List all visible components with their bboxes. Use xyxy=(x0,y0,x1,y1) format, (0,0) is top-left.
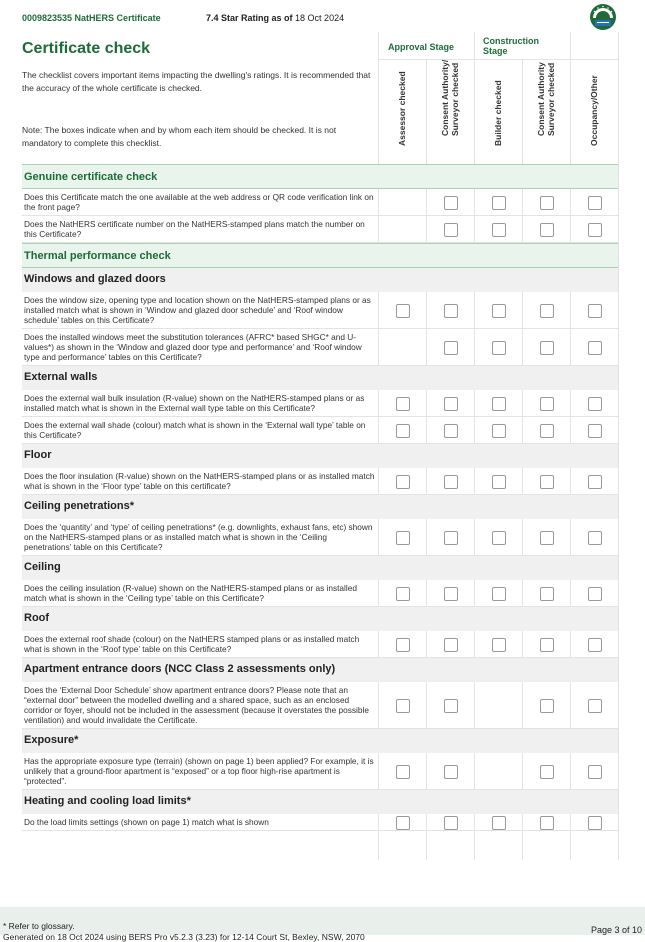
check-box[interactable] xyxy=(396,397,410,411)
check-box[interactable] xyxy=(588,196,602,210)
check-box[interactable] xyxy=(444,475,458,489)
check-box[interactable] xyxy=(540,531,554,545)
subsection-heading: Roof xyxy=(22,607,618,631)
check-box[interactable] xyxy=(396,638,410,652)
checklist-question: Does the external wall bulk insulation (R-value) shown on the NatHERS-stamped plans or as installed match what is shown in the External wall type table on this Certificate? xyxy=(24,393,365,413)
check-box[interactable] xyxy=(492,196,506,210)
check-box[interactable] xyxy=(540,587,554,601)
column-header-consent-surveyor: Consent Authority Surveyor checked xyxy=(536,62,556,136)
check-box[interactable] xyxy=(444,699,458,713)
check-box[interactable] xyxy=(540,341,554,355)
check-box[interactable] xyxy=(444,587,458,601)
checklist-row xyxy=(22,682,618,729)
section-heading: Genuine certificate check xyxy=(22,164,618,189)
checklist-row xyxy=(22,292,618,329)
check-box[interactable] xyxy=(444,638,458,652)
check-box[interactable] xyxy=(492,341,506,355)
check-box[interactable] xyxy=(540,699,554,713)
subsection-heading: Floor xyxy=(22,444,618,468)
checklist-row xyxy=(22,417,618,444)
check-box[interactable] xyxy=(444,341,458,355)
checklist-table xyxy=(22,164,618,831)
checklist-row xyxy=(22,631,618,658)
page-header xyxy=(22,13,622,27)
check-box[interactable] xyxy=(396,475,410,489)
subsection-heading: External walls xyxy=(22,366,618,390)
checklist-question: Does the ‘quantity’ and ‘type’ of ceiling penetrations* (e.g. downlights, exhaust fans, etc) shown on the NatHERS-stamped plans or as installed match what is shown in the ‘Ceiling penetrations’ table on this Certificate? xyxy=(24,522,373,552)
check-box[interactable] xyxy=(396,699,410,713)
checklist-row xyxy=(22,753,618,790)
section-heading: Thermal performance check xyxy=(22,243,618,268)
checklist-question: Does the ‘External Door Schedule’ show apartment entrance doors? Please note that an “external door” between the modelled dwelling and a shared space, such as an enclosed corridor or foyer, should not be included in the assessment (because it overstates the possible ventilation) and would invalidate the Certificate. xyxy=(24,685,369,725)
rating-date: 18 Oct 2024 xyxy=(295,13,345,23)
checklist-row xyxy=(22,189,618,216)
check-box[interactable] xyxy=(492,816,506,830)
subsection-heading: Heating and cooling load limits* xyxy=(22,790,618,814)
check-box[interactable] xyxy=(396,587,410,601)
checklist-question: Does the external roof shade (colour) on the NatHERS stamped plans or as installed match what is shown in the ‘Roof type’ table on this Certificate? xyxy=(24,634,360,654)
check-box[interactable] xyxy=(588,223,602,237)
checklist-row xyxy=(22,580,618,607)
subsection-heading: Exposure* xyxy=(22,729,618,753)
check-box[interactable] xyxy=(396,304,410,318)
column-header-occupancy: Occupancy/Other xyxy=(589,75,599,146)
checklist-row xyxy=(22,329,618,366)
generated-info: Generated on 18 Oct 2024 using BERS Pro v5.2.3 (3.23) for 12-14 Court St, Bexley, NSW, 2070 xyxy=(3,932,365,942)
check-box[interactable] xyxy=(396,531,410,545)
check-box[interactable] xyxy=(444,397,458,411)
check-box[interactable] xyxy=(396,816,410,830)
check-box[interactable] xyxy=(540,223,554,237)
checklist-question: Does the window size, opening type and location shown on the NatHERS-stamped plans or as installed match what is shown in ‘Window and glazed door schedule’ and ‘Roof window schedule’ tables on this Certificate? xyxy=(24,295,371,325)
checklist-row xyxy=(22,390,618,417)
checklist-question: Does the external wall shade (colour) match what is shown in the ‘External wall type’ table on this Certificate? xyxy=(24,420,366,440)
nathers-logo-icon xyxy=(589,3,617,31)
check-box[interactable] xyxy=(492,531,506,545)
check-box[interactable] xyxy=(588,765,602,779)
check-box[interactable] xyxy=(588,587,602,601)
check-box[interactable] xyxy=(492,424,506,438)
check-box[interactable] xyxy=(444,196,458,210)
page-title: Certificate check xyxy=(22,40,151,57)
checklist-question: Does the installed windows meet the substitution tolerances (AFRC* based SHGC* and U-values*) as shown in the ‘Window and glazed door type and performance’ and ‘Roof window type and performance’ tables on this Certificate? xyxy=(24,332,362,362)
check-box[interactable] xyxy=(444,531,458,545)
check-box[interactable] xyxy=(588,475,602,489)
check-box[interactable] xyxy=(444,816,458,830)
check-box[interactable] xyxy=(588,531,602,545)
construction-stage-heading: Construction Stage xyxy=(483,36,539,56)
certificate-id: 0009823535 NatHERS Certificate xyxy=(22,13,161,23)
check-box[interactable] xyxy=(588,638,602,652)
check-box[interactable] xyxy=(396,424,410,438)
check-box[interactable] xyxy=(540,765,554,779)
checklist-row xyxy=(22,216,618,243)
column-header-consent-authority: Consent Authority/ Surveyor checked xyxy=(440,59,460,136)
subsection-heading: Ceiling xyxy=(22,556,618,580)
checklist-question: Does the NatHERS certificate number on the NatHERS-stamped plans match the number on this Certificate? xyxy=(24,219,365,239)
subsection-heading: Apartment entrance doors (NCC Class 2 assessments only) xyxy=(22,658,618,682)
check-box[interactable] xyxy=(588,699,602,713)
check-box[interactable] xyxy=(540,816,554,830)
approval-stage-heading: Approval Stage xyxy=(388,42,455,52)
checklist-row xyxy=(22,814,618,831)
subsection-heading: Windows and glazed doors xyxy=(22,268,618,292)
check-box[interactable] xyxy=(588,397,602,411)
check-box[interactable] xyxy=(444,304,458,318)
check-box[interactable] xyxy=(588,304,602,318)
check-box[interactable] xyxy=(540,424,554,438)
checklist-question: Has the appropriate exposure type (terrain) (shown on page 1) been applied? For example, it is unlikely that a ground-floor apartment is “exposed” or a top floor high-rise apartment is “protected”. xyxy=(24,756,374,786)
checklist-question: Does the ceiling insulation (R-value) shown on the NatHERS-stamped plans or as installed match what is shown in the ‘Ceiling type’ table on this Certificate? xyxy=(24,583,357,603)
check-box[interactable] xyxy=(492,397,506,411)
checklist-question: Do the load limits settings (shown on page 1) match what is shown xyxy=(24,817,269,827)
check-box[interactable] xyxy=(444,765,458,779)
check-box[interactable] xyxy=(540,638,554,652)
check-box[interactable] xyxy=(540,475,554,489)
star-rating xyxy=(206,13,344,23)
check-box[interactable] xyxy=(492,475,506,489)
check-box[interactable] xyxy=(492,638,506,652)
rating-prefix: 7.4 Star Rating as of xyxy=(206,13,293,23)
check-box[interactable] xyxy=(588,816,602,830)
check-box[interactable] xyxy=(396,765,410,779)
page-number: Page 3 of 10 xyxy=(590,925,642,935)
glossary-note: * Refer to glossary. xyxy=(3,921,75,931)
subsection-heading: Ceiling penetrations* xyxy=(22,495,618,519)
check-box[interactable] xyxy=(444,424,458,438)
check-box[interactable] xyxy=(540,397,554,411)
check-box[interactable] xyxy=(588,341,602,355)
note-text: Note: The boxes indicate when and by whom each item should be checked. It is not mandatory to complete this checklist. xyxy=(22,125,337,148)
intro-text: The checklist covers important items impacting the dwelling's ratings. It is recommended that the accuracy of the whole certificate is checked. xyxy=(22,70,371,93)
check-box[interactable] xyxy=(444,223,458,237)
checklist-question: Does the floor insulation (R-value) shown on the NatHERS-stamped plans or as installed match what is shown in the ‘Floor type’ table on this certificate? xyxy=(24,471,375,491)
stage-divider xyxy=(378,59,618,60)
check-box[interactable] xyxy=(588,424,602,438)
check-box[interactable] xyxy=(540,196,554,210)
check-box[interactable] xyxy=(492,304,506,318)
column-header-builder: Builder checked xyxy=(493,80,503,146)
check-box[interactable] xyxy=(492,587,506,601)
check-box[interactable] xyxy=(540,304,554,318)
check-box[interactable] xyxy=(492,223,506,237)
checklist-row xyxy=(22,519,618,556)
column-header-assessor: Assessor checked xyxy=(397,71,407,146)
checklist-row xyxy=(22,468,618,495)
checklist-question: Does this Certificate match the one available at the web address or QR code verification link on the front page? xyxy=(24,192,374,212)
page-footer xyxy=(0,907,645,942)
